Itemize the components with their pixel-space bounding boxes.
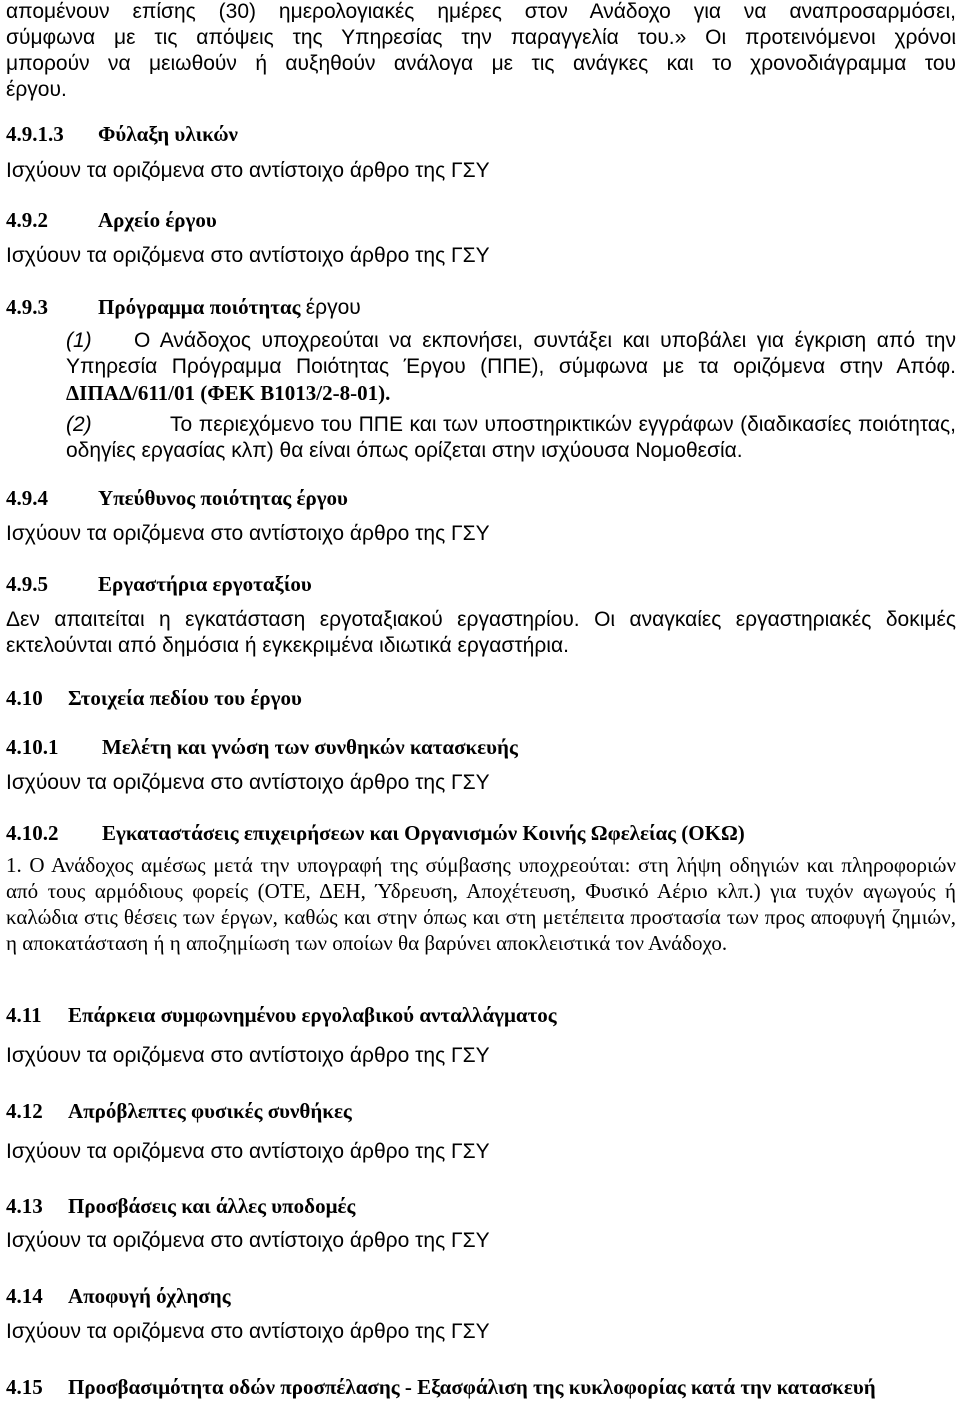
section-text-4-10-1: Ισχύουν τα οριζόμενα στο αντίστοιχο άρθρο της ΓΣΥ [6,771,490,794]
intro-line-2: σύμφωνα με τις απόψεις της Υπηρεσίας την παραγγελία του.» Οι προτεινόμενοι χρόνοι [6,26,956,49]
section-text-4-9-4: Ισχύουν τα οριζόμενα στο αντίστοιχο άρθρο της ΓΣΥ [6,522,490,545]
section-text-4-9-2: Ισχύουν τα οριζόμενα στο αντίστοιχο άρθρο της ΓΣΥ [6,244,490,267]
section-title: Αποφυγή όχλησης [68,1284,231,1308]
quality-paragraph-1 [66,328,956,407]
section-text-4-10-2: 1. Ο Ανάδοχος αμέσως μετά την υπογραφή της σύμβασης υποχρεούται: στη λήψη οδηγιών και πληροφοριών από τους αρμόδιους φορείς (ΟΤΕ, ΔΕΗ, Ύδρευση, Αποχέτευση, Φυσικό Αέριο κλπ.) για τυχόν αγωγούς ή καλώδια στις θέσεις των έργων, καθώς και στην όπως και στη μετέπειτα προστασία των προς αποφυγή ζημιών, η αποκατάσταση ή η αποζημίωση των οποίων θα βαρύνει αποκλειστικά τον Ανάδοχο. [6,853,956,955]
section-title: Προσβάσεις και άλλες υποδομές [68,1194,356,1218]
section-title-rest: έργου [305,296,361,319]
section-number: 4.12 [6,1099,43,1123]
section-number: 4.14 [6,1284,43,1308]
section-number: 4.9.3 [6,295,48,319]
section-text-4-14: Ισχύουν τα οριζόμενα στο αντίστοιχο άρθρο της ΓΣΥ [6,1320,490,1343]
section-number: 4.9.1.3 [6,122,64,146]
section-heading-4-13 [6,1193,355,1219]
section-number: 4.9.5 [6,572,48,596]
section-number: 4.10.1 [6,735,59,759]
section-text-4-9-5: Δεν απαιτείται η εγκατάσταση εργοταξιακού εργαστηρίου. Οι αναγκαίες εργαστηριακές δοκιμές εκτελούνται από δημόσια ή εγκεκριμένα ιδιωτικά εργαστήρια. [6,608,956,657]
section-heading-4-9-1-3 [6,121,238,147]
section-heading-4-11 [6,1002,557,1028]
section-title: Φύλαξη υλικών [98,122,238,146]
section-heading-4-9-3 [6,294,361,321]
paragraph-label: (1) [66,329,92,352]
section-heading-4-10-2 [6,820,745,846]
section-heading-4-15 [6,1374,956,1400]
section-title: Πρόγραμμα ποιότητας [98,295,301,319]
section-heading-4-14 [6,1283,231,1309]
section-title: Προσβασιμότητα οδών προσπέλασης - Εξασφάλιση της κυκλοφορίας κατά την κατασκευή [68,1375,876,1399]
intro-line-1: απομένουν επίσης (30) ημερολογιακές ημέρες στον Ανάδοχο για να αναπροσαρμόσει, [6,0,956,23]
section-number: 4.10 [6,686,43,710]
section-heading-4-9-4 [6,485,348,511]
section-heading-4-10-1 [6,734,518,760]
quality-paragraph-2 [66,412,956,464]
intro-line-4: έργου. [6,78,67,101]
paragraph-label: (2) [66,413,92,436]
section-title: Εγκαταστάσεις επιχειρήσεων και Οργανισμών Κοινής Ωφελείας (ΟΚΩ) [102,821,745,845]
section-number: 4.10.2 [6,821,59,845]
section-number: 4.9.4 [6,486,48,510]
section-title: Υπεύθυνος ποιότητας έργου [98,486,348,510]
section-title: Επάρκεια συμφωνημένου εργολαβικού ανταλλάγματος [68,1003,557,1027]
section-heading-4-9-5 [6,571,312,597]
section-number: 4.11 [6,1003,42,1027]
paragraph-reference: ΔΙΠΑΔ/611/01 (ΦΕΚ Β1013/2-8-01). [66,381,391,405]
section-text-4-12: Ισχύουν τα οριζόμενα στο αντίστοιχο άρθρο της ΓΣΥ [6,1140,490,1163]
section-title: Εργαστήρια εργοταξίου [98,572,312,596]
section-text-4-11: Ισχύουν τα οριζόμενα στο αντίστοιχο άρθρο της ΓΣΥ [6,1044,490,1067]
paragraph-text: Ο Ανάδοχος υποχρεούται να εκπονήσει, συντάξει και υποβάλει για έγκριση από την Υπηρεσία Πρόγραμμα Ποιότητας Έργου (ΠΠΕ), σύμφωνα με τα οριζόμενα στην Απόφ. [66,329,956,378]
section-heading-4-9-2 [6,207,217,233]
section-text-4-9-1-3: Ισχύουν τα οριζόμενα στο αντίστοιχο άρθρο της ΓΣΥ [6,159,490,182]
section-heading-4-10 [6,685,302,711]
paragraph-text: Το περιεχόμενο του ΠΠΕ και των υποστηρικτικών εγγράφων (διαδικασίες ποιότητας, οδηγίες εργασίας κλπ) θα είναι όπως ορίζεται στην ισχύουσα Νομοθεσία. [66,413,956,462]
section-number: 4.9.2 [6,208,48,232]
section-title: Αρχείο έργου [98,208,217,232]
section-title: Στοιχεία πεδίου του έργου [68,686,302,710]
section-number: 4.15 [6,1375,43,1399]
section-title: Απρόβλεπτες φυσικές συνθήκες [68,1099,352,1123]
section-title: Μελέτη και γνώση των συνθηκών κατασκευής [102,735,518,759]
section-heading-4-12 [6,1098,352,1124]
section-number: 4.13 [6,1194,43,1218]
section-text-4-13: Ισχύουν τα οριζόμενα στο αντίστοιχο άρθρο της ΓΣΥ [6,1229,490,1252]
intro-line-3: μπορούν να μειωθούν ή αυξηθούν ανάλογα με τις ανάγκες και το χρονοδιάγραμμα του [6,52,956,75]
